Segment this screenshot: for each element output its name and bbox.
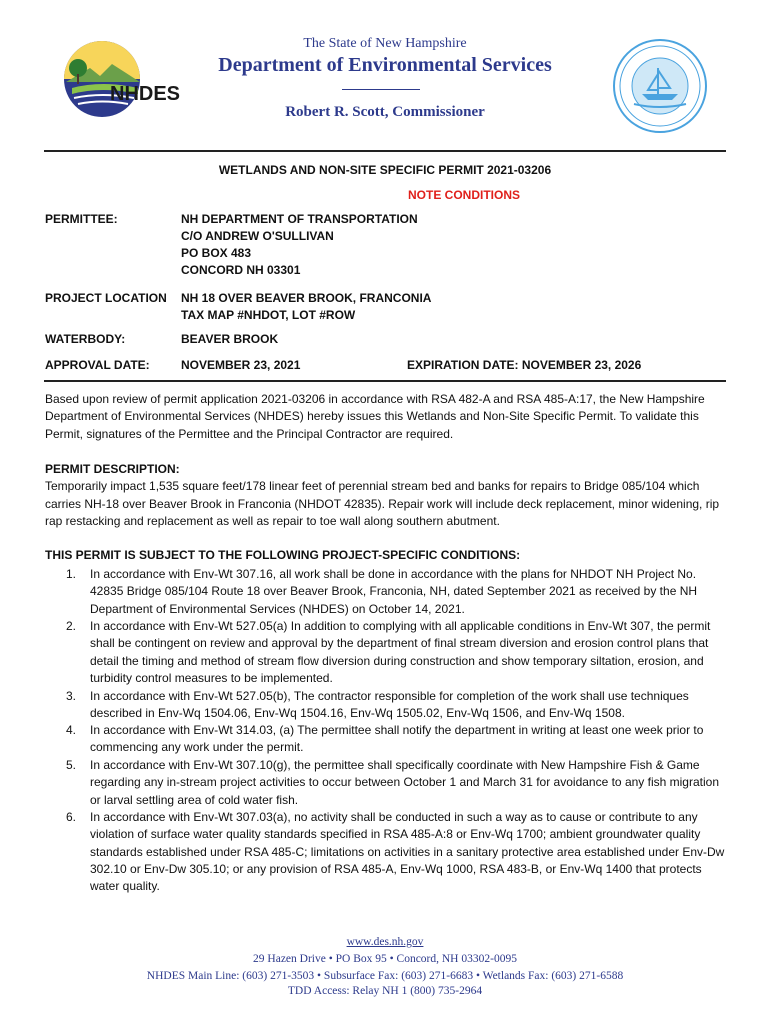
waterbody-value: BEAVER BROOK [181, 332, 279, 346]
section-rule [44, 380, 726, 382]
permit-description [45, 461, 725, 530]
commissioner-name: Robert R. Scott, Commissioner [285, 104, 485, 120]
footer-address: 29 Hazen Drive • PO Box 95 • Concord, NH 03302-0095 [253, 953, 517, 965]
nhdes-logo [50, 38, 182, 120]
condition-item [45, 688, 725, 723]
permittee-line: C/O ANDREW O'SULLIVAN [181, 229, 334, 243]
condition-number: 3. [66, 689, 77, 703]
permittee-line: NH DEPARTMENT OF TRANSPORTATION [181, 212, 418, 226]
location-line: TAX MAP #NHDOT, LOT #ROW [181, 308, 356, 322]
condition-number: 6. [66, 810, 77, 824]
condition-number: 4. [66, 723, 77, 737]
condition-item [45, 566, 725, 618]
condition-text: In accordance with Env-Wt 527.05(a) In addition to complying with all applicable conditions in Env-Wt 307, the permit shall be contingent on review and approval by the department of final stream diversion and erosion control plans that detail the timing and method of stream flow diversion during construction and show temporary siltation, erosion, and turbidity control measures to be implemented. [90, 619, 711, 685]
description-heading: PERMIT DESCRIPTION: [45, 462, 180, 476]
permittee-value [181, 211, 418, 279]
condition-text: In accordance with Env-Wt 307.16, all work shall be done in accordance with the plans for NHDOT NH Project No. 42835 Bridge 085/104 Route 18 over Beaver Brook, Franconia, NH, dated September 2021 as received by the NH Department of Environmental Services (NHDES) on October 14, 2021. [90, 567, 698, 616]
permittee-label: PERMITTEE: [45, 212, 118, 226]
state-name: The State of New Hampshire [303, 36, 467, 51]
permit-title: WETLANDS AND NON-SITE SPECIFIC PERMIT 2021-03206 [218, 163, 552, 177]
expiration-date: EXPIRATION DATE: NOVEMBER 23, 2026 [407, 358, 642, 372]
condition-item [45, 722, 725, 757]
condition-number: 2. [66, 619, 77, 633]
condition-text: In accordance with Env-Wt 307.10(g), the permittee shall specifically coordinate with New Hampshire Fish & Game regarding any in-stream project activities to occur between October 1 and March 31 for avoidance to any fish migration or larval settling area of cold water fish. [90, 758, 719, 807]
logo-text: NHDES [110, 83, 181, 105]
condition-text: In accordance with Env-Wt 527.05(b), The contractor responsible for completion of the work shall use techniques described in Env-Wq 1504.06, Env-Wq 1504.16, Env-Wq 1505.02, Env-Wq 1506, and Env-Wq 1508. [90, 689, 689, 721]
header-divider [342, 89, 420, 90]
description-text: Temporarily impact 1,535 square feet/178 linear feet of perennial stream bed and banks for repairs to Bridge 085/104 which carries NH-18 over Beaver Brook in Franconia (NHDOT 42835). Repair work will include deck replacement, minor widening, rip rap restacking and replacement as well as repair to toe wall along southern abutment. [45, 479, 720, 528]
location-value [181, 290, 431, 324]
permittee-line: CONCORD NH 03301 [181, 263, 301, 277]
condition-text: In accordance with Env-Wt 314.03, (a) The permittee shall notify the department in writing at least one week prior to commencing any work under the permit. [90, 723, 704, 755]
website-link[interactable]: www.des.nh.gov [346, 936, 424, 948]
condition-item [45, 757, 725, 809]
footer-tdd: TDD Access: Relay NH 1 (800) 735-2964 [287, 985, 483, 997]
condition-item [45, 618, 725, 687]
waterbody-label: WATERBODY: [45, 332, 126, 346]
permittee-line: PO BOX 483 [181, 246, 252, 260]
footer-phones: NHDES Main Line: (603) 271-3503 • Subsurface Fax: (603) 271-6683 • Wetlands Fax: (603) 271-6588 [146, 970, 624, 982]
condition-number: 5. [66, 758, 77, 772]
intro-paragraph: Based upon review of permit application 2021-03206 in accordance with RSA 482-A and RSA 485-A:17, the New Hampshire Department of Environmental Services (NHDES) hereby issues this Wetlands and Non-Site Specific Permit. To validate this Permit, signatures of the Permittee and the Principal Contractor are required. [45, 392, 705, 441]
approval-value: NOVEMBER 23, 2021 [181, 358, 301, 372]
header-rule [44, 150, 726, 152]
state-seal-icon [612, 38, 708, 134]
condition-text: In accordance with Env-Wt 307.03(a), no activity shall be conducted in such a way as to cause or contribute to any violation of surface water quality standards specified in RSA 485-A:8 or Env-Wq 1700; ambient groundwater quality standards established under RSA 485-C; limitations on activities in a sanitary protective area established under Env-Dw 302.10 or Env-Dw 305.10; or any provision of RSA 485-A, Env-Wq 1000, RSA 483-B, or Env-Wq 1400 that protects water quality. [90, 810, 725, 894]
location-label: PROJECT LOCATION [45, 291, 167, 305]
conditions-heading: THIS PERMIT IS SUBJECT TO THE FOLLOWING PROJECT-SPECIFIC CONDITIONS: [45, 548, 521, 562]
condition-item [45, 809, 725, 895]
condition-number: 1. [66, 567, 77, 581]
location-line: NH 18 OVER BEAVER BROOK, FRANCONIA [181, 291, 432, 305]
note-conditions: NOTE CONDITIONS [408, 188, 521, 202]
department-name: Department of Environmental Services [218, 54, 552, 76]
approval-label: APPROVAL DATE: [45, 358, 150, 372]
